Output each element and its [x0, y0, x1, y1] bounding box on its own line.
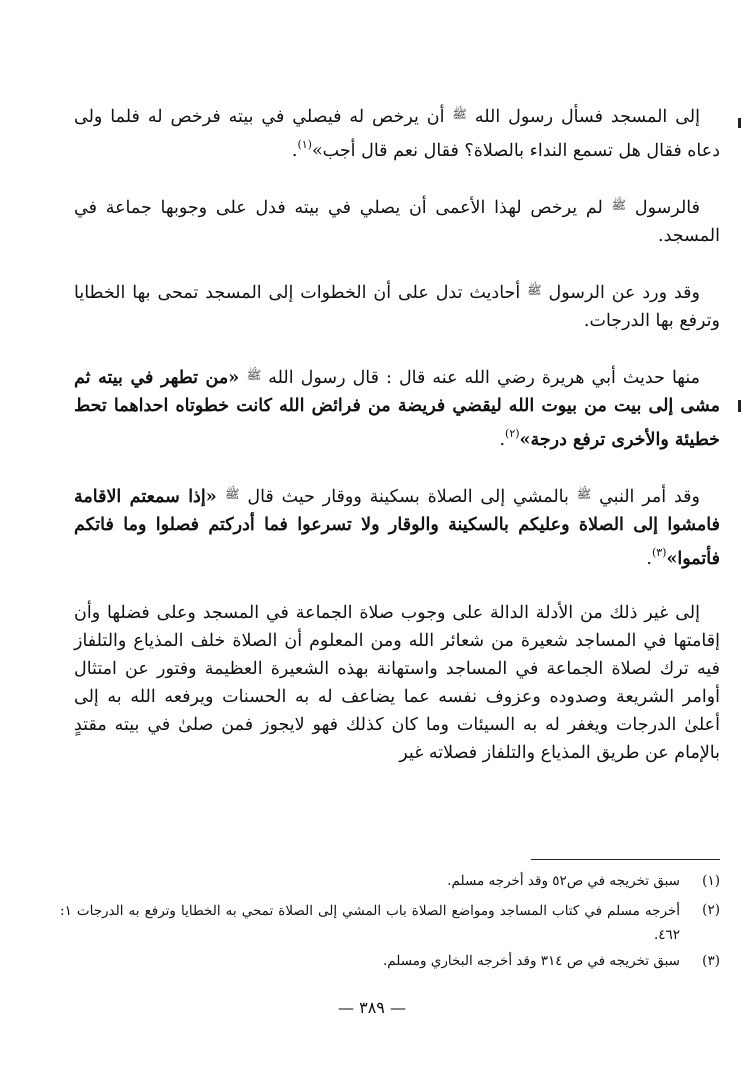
paragraph — [74, 480, 720, 573]
salutation-glyph: ﷺ — [576, 487, 592, 501]
paragraph — [74, 599, 720, 767]
footnote-text: أخرجه مسلم في كتاب المساجد ومواضع الصلاة باب المشي إلى الصلاة تمحي به الخطايا وترفع به الدرجات ١: ٤٦٢. — [60, 903, 680, 943]
text-run: فالرسول — [626, 198, 700, 218]
footnote-number: (٢) — [702, 902, 720, 918]
paragraph — [74, 361, 720, 454]
main-text — [74, 100, 720, 767]
footnotes — [60, 867, 720, 976]
footnote-number: (٣) — [702, 953, 720, 969]
text-run: منها حديث أبي هريرة رضي الله عنه قال : قال رسول الله — [261, 368, 701, 388]
footnote-text: سبق تخريجه في ص٥٢ وقد أخرجه مسلم. — [447, 873, 680, 889]
salutation-glyph: ﷺ — [527, 283, 542, 297]
page-number: — ٣٨٩ — — [338, 998, 406, 1017]
footnote-separator — [531, 859, 720, 860]
footnote-number: (١) — [702, 873, 720, 889]
text-run: إلى المسجد فسأل رسول الله — [466, 107, 701, 127]
text-run: أحاديث تدل على أن الخطوات إلى المسجد تمحى بها الخطايا وترفع بها الدرجات. — [74, 283, 720, 331]
scan-edge-mark — [738, 400, 741, 412]
footnote — [60, 867, 720, 896]
footnote-text: سبق تخريجه في ص ٣١٤ وقد أخرجه البخاري ومسلم. — [383, 953, 680, 969]
text-run: . — [646, 549, 652, 569]
footnote — [60, 896, 720, 947]
text-run: وقد أمر النبي — [591, 487, 700, 507]
paragraph — [74, 276, 720, 335]
paragraph — [74, 191, 720, 250]
salutation-glyph: ﷺ — [246, 368, 262, 382]
footnote — [60, 947, 720, 976]
text-run: بالمشي إلى الصلاة بسكينة ووقار حيث قال — [239, 487, 577, 507]
scan-edge-mark — [738, 118, 741, 128]
text-run: أن يرخص له فيصلي في بيته فرخص له فلما ولى دعاه فقال هل تسمع النداء بالصلاة؟ فقال نعم قال أجب» — [74, 107, 720, 161]
hadith-quote: «إذا سمعتم الاقامة فامشوا إلى الصلاة وعليكم بالسكينة والوقار ولا تسرعوا فما أدركتم فصلوا وما فاتكم فأتموا» — [74, 487, 720, 569]
footnote-ref: (٢) — [505, 427, 520, 440]
text-run: إلى غير ذلك من الأدلة الدالة على وجوب صلاة الجماعة في المسجد وعلى فضلها وأن إقامتها في المساجد شعيرة من شعائر الله ومن المعلوم أن الصلاة خلف المذياع والتلفاز فيه ترك لصلاة الجماعة في المساجد واستهانة بهذه الشعيرة العظيمة وفتور عن امتثال أوامر الشريعة وصدوده وعزوف نفسه عما يضاعف له به الحسنات ويرفعه الله به إلى أعلىٰ الدرجات ويغفر له به السيئات وما كان كذلك فهو لايجوز فمن صلىٰ في بيته مقتدٍ بالإمام عن طريق المذياع والتلفاز فصلاته غير — [74, 603, 720, 763]
salutation-glyph: ﷺ — [225, 487, 240, 501]
text-run: وقد ورد عن الرسول — [541, 283, 700, 303]
text-run: . — [499, 430, 506, 450]
text-run: . — [291, 141, 298, 161]
salutation-glyph: ﷺ — [452, 107, 467, 121]
footnote-ref: (١) — [297, 138, 312, 151]
footnote-ref: (٣) — [651, 546, 667, 559]
hadith-quote: «من تطهر في بيته ثم مشى إلى بيت من بيوت الله ليقضي فريضة من فرائض الله كانت خطوتاه احداهما تحط خطيئة والأخرى ترفع درجة» — [74, 368, 720, 450]
text-run: لم يرخص لهذا الأعمى أن يصلي في بيته فدل على وجوبها جماعة في المسجد. — [74, 198, 720, 246]
paragraph — [74, 100, 720, 165]
salutation-glyph: ﷺ — [611, 198, 627, 212]
